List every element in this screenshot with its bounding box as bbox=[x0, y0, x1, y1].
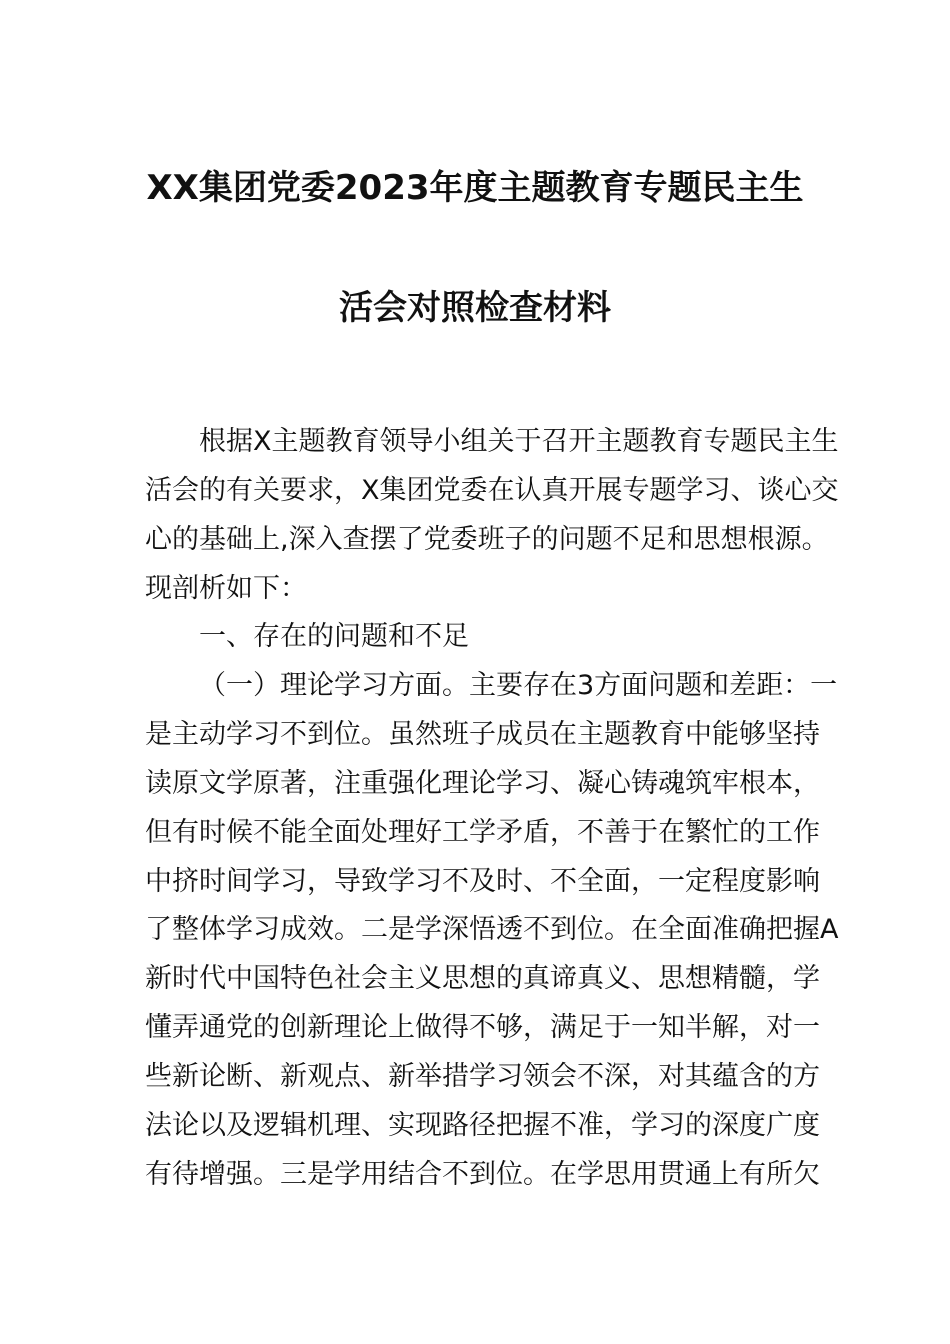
body-line: 有待增强。三是学用结合不到位。在学思用贯通上有所欠 bbox=[145, 1158, 820, 1190]
body-line: 新时代中国特色社会主义思想的真谛真义、思想精髓，学 bbox=[145, 963, 820, 995]
body-line: 心的基础上,深入查摆了党委班子的问题不足和思想根源。 bbox=[145, 523, 829, 555]
body-line: 活会的有关要求，X集团党委在认真开展专题学习、谈心交 bbox=[145, 474, 839, 506]
section-heading: 一、存在的问题和不足 bbox=[199, 621, 469, 653]
body-line: 中挤时间学习，导致学习不及时、不全面，一定程度影响 bbox=[145, 865, 820, 897]
body-line: 根据X主题教育领导小组关于召开主题教育专题民主生 bbox=[199, 426, 839, 457]
body-line: 懂弄通党的创新理论上做得不够，满足于一知半解，对一 bbox=[145, 1012, 820, 1044]
body-line: 些新论断、新观点、新举措学习领会不深，对其蕴含的方 bbox=[145, 1060, 820, 1092]
document-title-line-2: 活会对照检查材料 bbox=[339, 288, 611, 328]
body-line: 读原文学原著，注重强化理论学习、凝心铸魂筑牢根本， bbox=[145, 767, 820, 799]
body-line: 了整体学习成效。二是学深悟透不到位。在全面准确把握A bbox=[145, 914, 839, 946]
body-line: 现剖析如下： bbox=[145, 572, 307, 604]
body-line: 但有时候不能全面处理好工学矛盾，不善于在繁忙的工作 bbox=[145, 816, 820, 848]
body-line: （一）理论学习方面。主要存在3方面问题和差距：一 bbox=[199, 670, 838, 702]
body-line: 法论以及逻辑机理、实现路径把握不准，学习的深度广度 bbox=[145, 1109, 820, 1141]
document-body bbox=[145, 418, 839, 1200]
body-line: 是主动学习不到位。虽然班子成员在主题教育中能够坚持 bbox=[145, 719, 820, 751]
document-title-line-1: XX集团党委2023年度主题教育专题民主生 bbox=[146, 168, 804, 208]
